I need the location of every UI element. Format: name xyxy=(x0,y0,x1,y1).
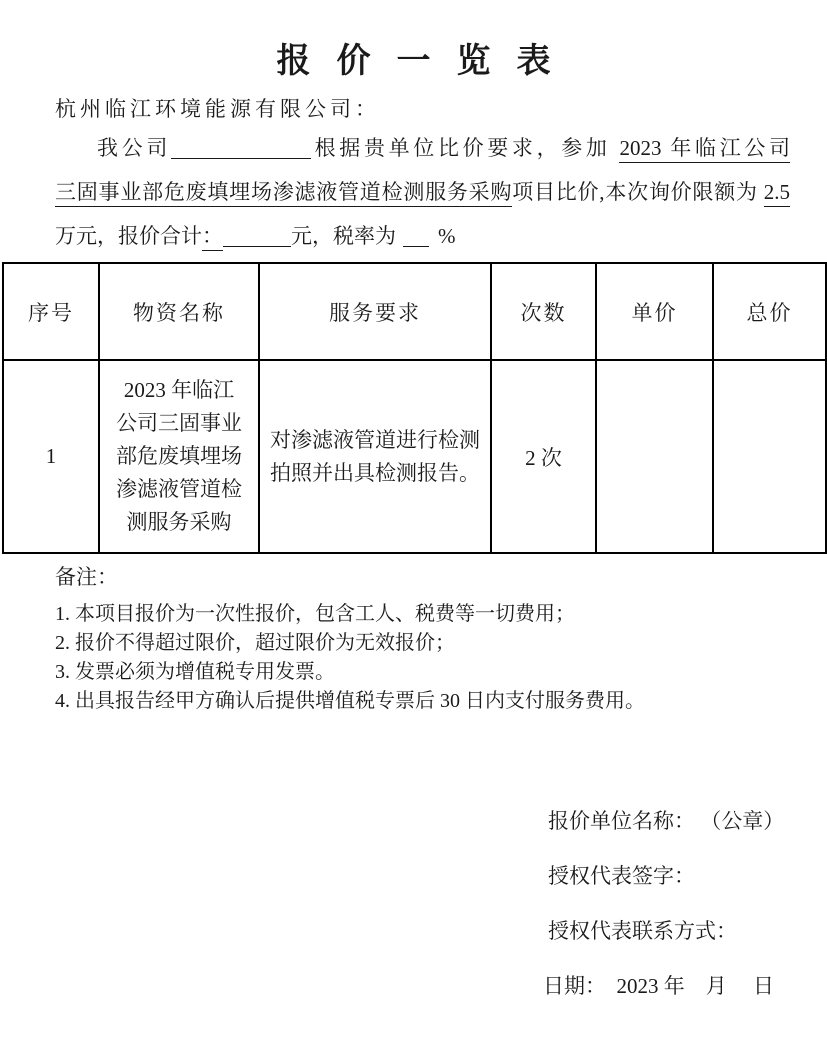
unit-price-cell xyxy=(596,360,713,553)
table-header-row xyxy=(3,263,826,360)
remark-item: 2. 报价不得超过限价，超过限价为无效报价； xyxy=(55,632,455,654)
company-name-blank xyxy=(171,138,311,159)
authorized-rep-signature: 授权代表签字： xyxy=(548,864,695,888)
intro-limit-text: 项目比价,本次询价限额为 xyxy=(512,180,764,204)
quotation-document xyxy=(0,36,827,1049)
date-line: 日期： 2023 年 月 日 xyxy=(543,974,774,998)
total-colon: ： xyxy=(202,224,223,251)
page-title: 报价一览表 xyxy=(276,43,577,80)
times-cell: 2 次 xyxy=(491,360,596,553)
remark-item: 1. 本项目报价为一次性报价，包含工人、税费等一切费用； xyxy=(55,603,575,625)
material-cell: 2023 年临江公司三固事业部危废填埋场渗滤液管道检测服务采购 xyxy=(99,360,259,553)
quotation-table xyxy=(2,262,827,554)
header-unit-price: 单价 xyxy=(596,263,713,360)
quoting-unit-name: 报价单位名称： （公章） xyxy=(548,809,785,833)
intro-total-label: 万元，报价合计 xyxy=(55,224,202,248)
remark-item: 4. 出具报告经甲方确认后提供增值税专票后 30 日内支付服务费用。 xyxy=(55,690,645,712)
intro-request-text: 根据贵单位比价要求，参加 xyxy=(310,136,620,160)
project-name-underlined-2: 三固事业部危废填埋场渗滤液管道检测服务采购 xyxy=(55,180,512,207)
tax-rate-blank xyxy=(403,226,429,247)
serial-cell: 1 xyxy=(3,360,99,553)
header-material: 物资名称 xyxy=(99,263,259,360)
remarks-section xyxy=(55,564,827,716)
table-row xyxy=(3,360,826,553)
intro-line-2 xyxy=(55,170,790,214)
intro-paragraph xyxy=(55,126,790,258)
price-limit-value: 2.5 xyxy=(764,180,790,207)
percent-sign: % xyxy=(438,224,456,248)
service-cell: 对渗滤液管道进行检测拍照并出具检测报告。 xyxy=(259,360,491,553)
header-total-price: 总价 xyxy=(713,263,826,360)
header-times: 次数 xyxy=(491,263,596,360)
intro-line-3 xyxy=(55,214,790,258)
total-price-cell xyxy=(713,360,826,553)
authorized-rep-contact: 授权代表联系方式： xyxy=(548,919,737,943)
intro-line-1 xyxy=(55,126,790,170)
total-amount-blank xyxy=(223,226,291,247)
recipient-company: 杭州临江环境能源有限公司： xyxy=(55,97,380,121)
signature-section xyxy=(543,808,827,999)
remarks-label: 备注： xyxy=(55,565,118,589)
project-name-underlined-1: 2023 年临江公司 xyxy=(619,136,790,163)
remark-item: 3. 发票必须为增值税专用发票。 xyxy=(55,661,335,683)
header-serial: 序号 xyxy=(3,263,99,360)
intro-we-company: 我公司 xyxy=(97,136,171,160)
intro-tax-label: 元，税率为 xyxy=(291,224,396,248)
header-service: 服务要求 xyxy=(259,263,491,360)
